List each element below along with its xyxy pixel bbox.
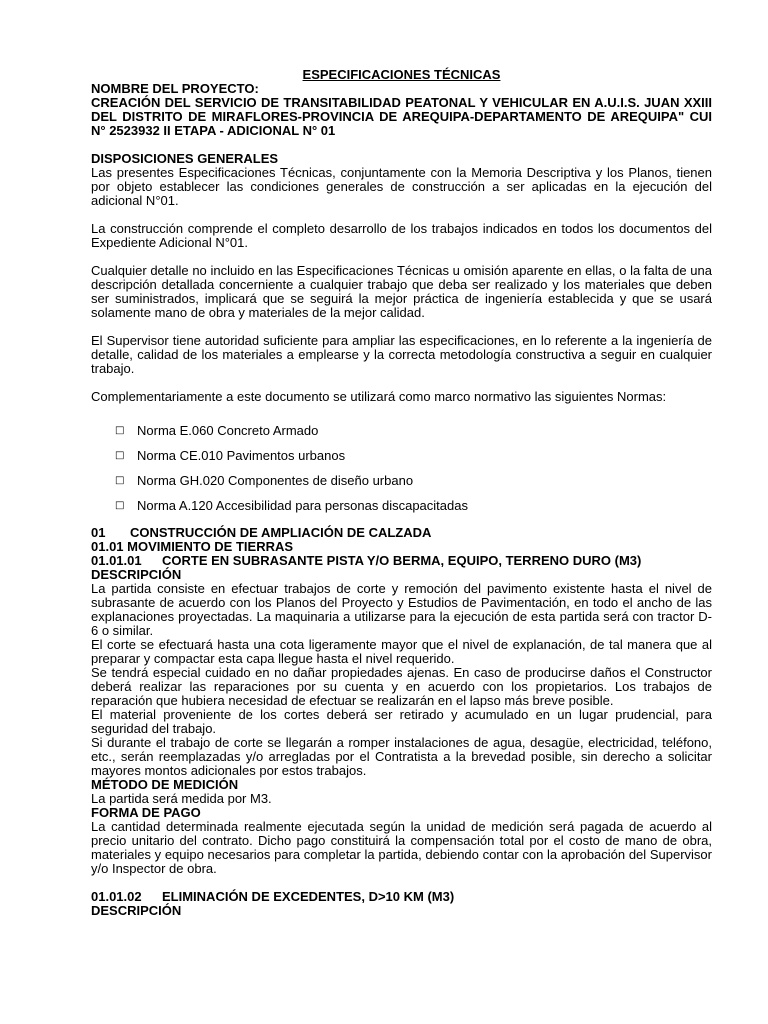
- item1-desc-5: Si durante el trabajo de corte se llegarán a romper instalaciones de agua, desagüe, electricidad, teléfono, etc., serán reemplazadas y/o arregladas por el Contratista a la brevedad posible, sin derecho a solicitar mayores montos adicionales por estos trabajos.: [91, 735, 712, 778]
- general-paragraph-1: Las presentes Especificaciones Técnicas, conjuntamente con la Memoria Descriptiva y los Planos, tienen por objeto establecer las condiciones generales de construcción a ser aplicadas en la ejecución del adicional N°01.: [91, 165, 712, 208]
- item-010101-heading: 01.01.01 CORTE EN SUBRASANTE PISTA Y/O BERMA, EQUIPO, TERRENO DURO (M3): [91, 553, 642, 568]
- section-0101-heading: 01.01 MOVIMIENTO DE TIERRAS: [91, 539, 294, 554]
- item1-desc-1: La partida consiste en efectuar trabajos de corte y remoción del pavimento existente hasta el nivel de subrasante de acuerdo con los Planos del Proyecto y Estudios de Pavimentación, en todo el ancho de las explanaciones proyectadas. La maquinaria a utilizarse para la ejecución de esta partida será con tractor D-6 o similar.: [91, 581, 712, 638]
- bullet-icon: □: [115, 450, 125, 461]
- general-paragraph-4: El Supervisor tiene autoridad suficiente para ampliar las especificaciones, en lo referente a la ingeniería de detalle, calidad de los materiales a emplearse y la correcta metodología constructiva a seguir en cualquier trabajo.: [91, 333, 712, 376]
- general-paragraph-3: Cualquier detalle no incluido en las Especificaciones Técnicas u omisión aparente en ellas, o la falta de una descripción detallada concerniente a cualquier trabajo que deba ser realizado y los materiales que deben ser suministrados, implicará que se seguirá la mejor práctica de ingeniería establecida y que se usará solamente mano de obra y materiales de la mejor calidad.: [91, 263, 712, 320]
- bullet-icon: □: [115, 425, 125, 436]
- item1-desc-3: Se tendrá especial cuidado en no dañar propiedades ajenas. En caso de producirse daños el Constructor deberá realizar las reparaciones por su cuenta y en acuerdo con los propietarios. Los trabajos de reparación que hubiera necesidad de efectuar se realizarán en el lapso más breve posible.: [91, 665, 712, 708]
- item1-desc-4: El material proveniente de los cortes deberá ser retirado y acumulado en un lugar prudencial, para seguridad del trabajo.: [91, 707, 712, 736]
- list-item: □ Norma GH.020 Componentes de diseño urbano: [115, 473, 414, 488]
- general-paragraph-5: Complementariamente a este documento se utilizará como marco normativo las siguientes Normas:: [91, 389, 667, 404]
- payment-heading: FORMA DE PAGO: [91, 805, 201, 820]
- list-item: □ Norma A.120 Accesibilidad para personas discapacitadas: [115, 498, 468, 513]
- description-heading-2: DESCRIPCIÓN: [91, 903, 182, 918]
- general-heading: DISPOSICIONES GENERALES: [91, 151, 279, 166]
- project-label: NOMBRE DEL PROYECTO:: [91, 81, 259, 96]
- bullet-icon: □: [115, 500, 125, 511]
- bullet-icon: □: [115, 475, 125, 486]
- list-item: □ Norma E.060 Concreto Armado: [115, 423, 319, 438]
- section-01-heading: 01 CONSTRUCCIÓN DE AMPLIACIÓN DE CALZADA: [91, 525, 432, 540]
- list-item: □ Norma CE.010 Pavimentos urbanos: [115, 448, 346, 463]
- project-name: CREACIÓN DEL SERVICIO DE TRANSITABILIDAD PEATONAL Y VEHICULAR EN A.U.I.S. JUAN XXIII DEL DISTRITO DE MIRAFLORES-PROVINCIA DE AREQUIPA-DEPARTAMENTO DE AREQUIPA" CUI N° 2523932 II ETAPA - ADICIONAL N° 01: [91, 95, 712, 138]
- item-010102-heading: 01.01.02 ELIMINACIÓN DE EXCEDENTES, D>10 KM (M3): [91, 889, 455, 904]
- payment-text: La cantidad determinada realmente ejecutada según la unidad de medición será pagada de acuerdo al precio unitario del contrato. Dicho pago constituirá la compensación total por el costo de mano de obra, materiales y equipo necesarios para completar la partida, debiendo contar con la aprobación del Supervisor y/o Inspector de obra.: [91, 819, 712, 876]
- general-paragraph-2: La construcción comprende el completo desarrollo de los trabajos indicados en todos los documentos del Expediente Adicional N°01.: [91, 221, 712, 250]
- norms-list: [91, 424, 712, 513]
- description-heading: DESCRIPCIÓN: [91, 567, 182, 582]
- measure-text: La partida será medida por M3.: [91, 791, 272, 806]
- measure-heading: MÉTODO DE MEDICIÓN: [91, 777, 239, 792]
- item1-desc-2: El corte se efectuará hasta una cota ligeramente mayor que el nivel de explanación, de tal manera que al preparar y compactar esta capa llegue hasta el nivel requerido.: [91, 637, 712, 666]
- document-title: ESPECIFICACIONES TÉCNICAS: [302, 67, 501, 82]
